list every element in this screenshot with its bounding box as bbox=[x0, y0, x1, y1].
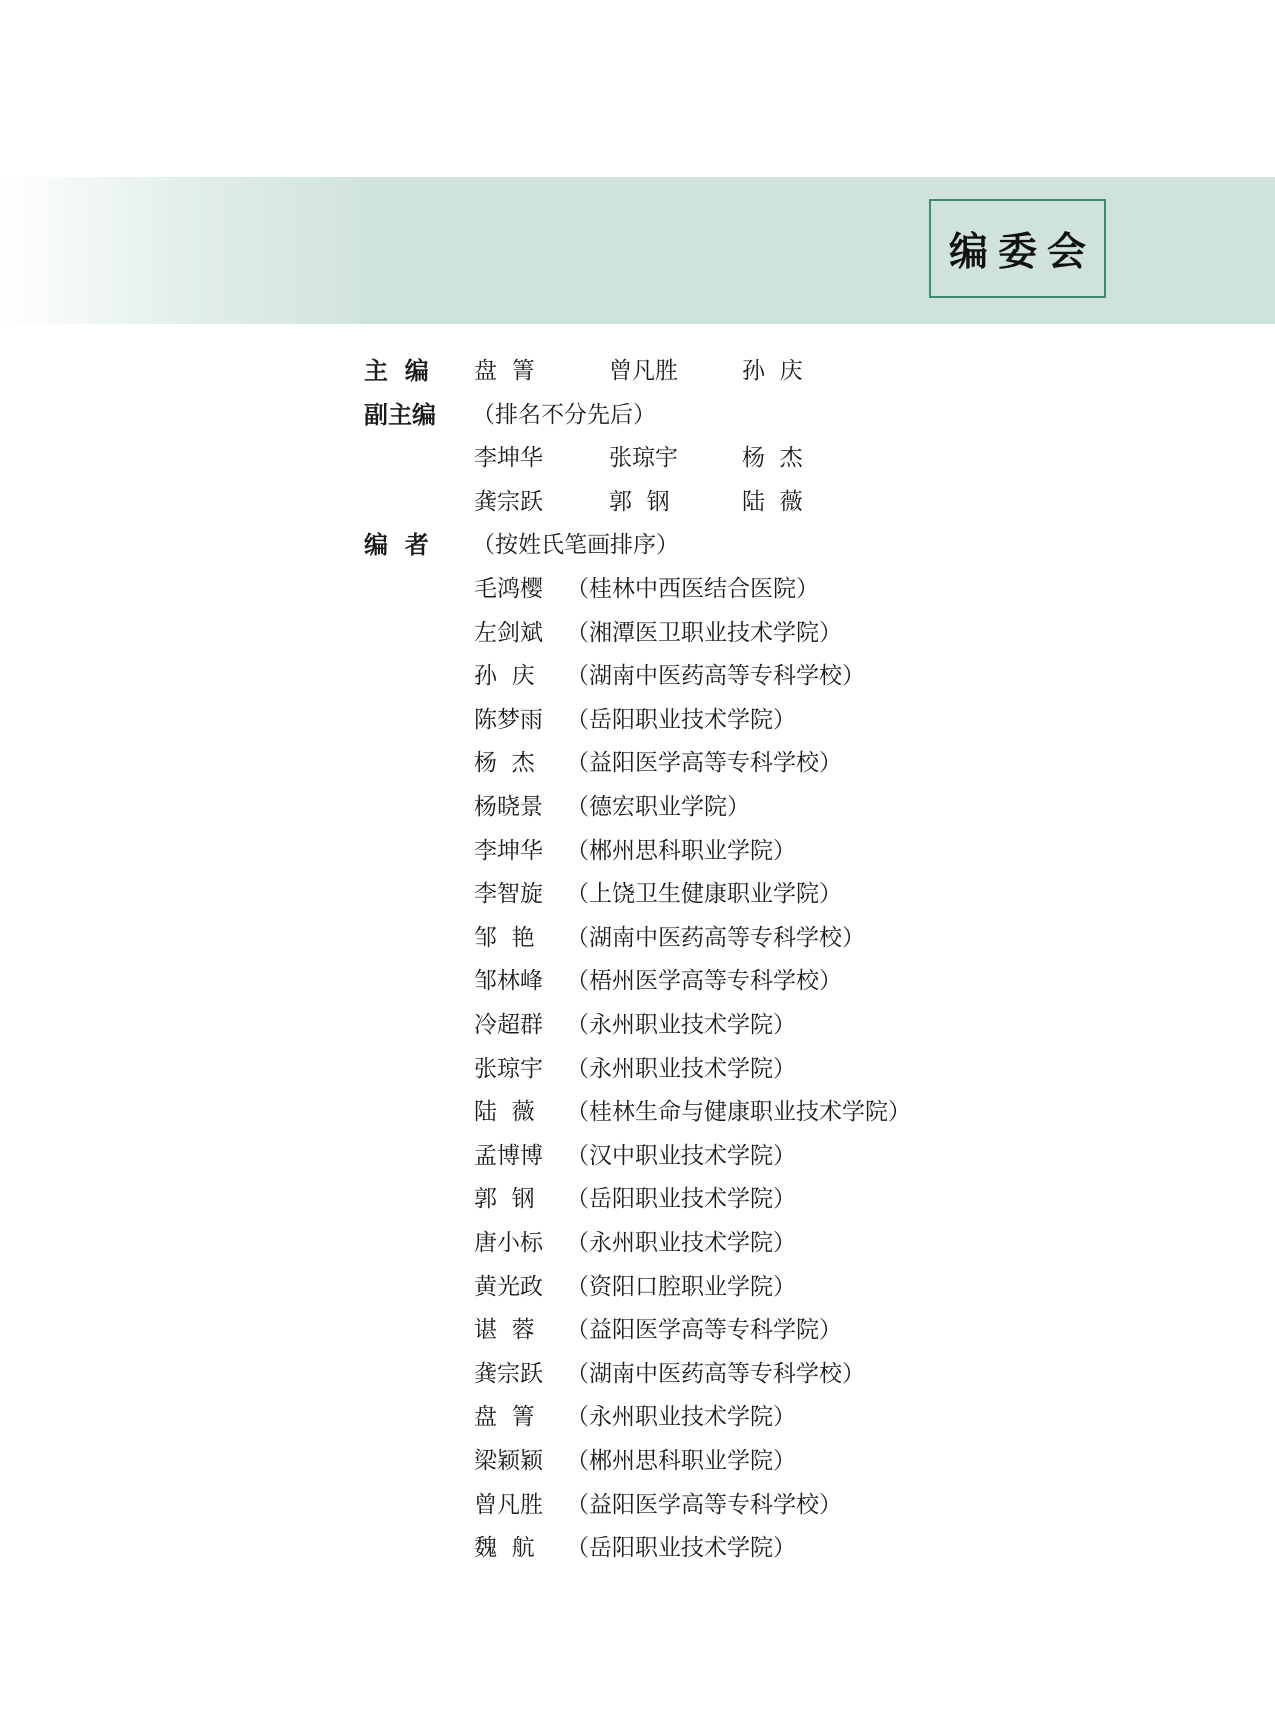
deputy-editor-name: 陆 薇 bbox=[742, 489, 803, 515]
editor-affiliation: （益阳医学高等专科学院） bbox=[566, 1317, 842, 1343]
editor-name: 杨 杰 bbox=[474, 750, 535, 776]
editor-name: 冷超群 bbox=[474, 1012, 543, 1038]
editor-affiliation: （郴州思科职业学院） bbox=[566, 838, 796, 864]
editor-affiliation: （永州职业技术学院） bbox=[566, 1056, 796, 1082]
editor-affiliation: （益阳医学高等专科学校） bbox=[566, 750, 842, 776]
chief-editor-name-3: 孙 庆 bbox=[742, 358, 803, 384]
deputy-editor-label: 副主编 bbox=[364, 401, 436, 429]
editor-affiliation: （郴州思科职业学院） bbox=[566, 1448, 796, 1474]
title-box bbox=[929, 199, 1106, 298]
editor-affiliation: （湘潭医卫职业技术学院） bbox=[566, 620, 842, 646]
editor-name: 唐小标 bbox=[474, 1230, 543, 1256]
editor-name: 黄光政 bbox=[474, 1274, 543, 1300]
editor-name: 邹 艳 bbox=[474, 925, 535, 951]
editor-affiliation: （梧州医学高等专科学校） bbox=[566, 968, 842, 994]
editor-affiliation: （湖南中医药高等专科学校） bbox=[566, 663, 865, 689]
page-title: 编委会 bbox=[948, 229, 1096, 275]
deputy-editor-name: 郭 钢 bbox=[609, 489, 670, 515]
deputy-editor-name: 龚宗跃 bbox=[474, 489, 543, 515]
editor-affiliation: （岳阳职业技术学院） bbox=[566, 1186, 796, 1212]
editor-affiliation: （桂林中西医结合医院） bbox=[566, 576, 819, 602]
editor-affiliation: （岳阳职业技术学院） bbox=[566, 1535, 796, 1561]
deputy-editor-note: （排名不分先后） bbox=[472, 402, 656, 428]
editor-name: 谌 蓉 bbox=[474, 1317, 535, 1343]
editor-name: 曾凡胜 bbox=[474, 1492, 543, 1518]
editors-note: （按姓氏笔画排序） bbox=[472, 532, 679, 558]
editor-name: 魏 航 bbox=[474, 1535, 535, 1561]
editor-name: 张琼宇 bbox=[474, 1056, 543, 1082]
editor-name: 陆 薇 bbox=[474, 1099, 535, 1125]
deputy-editor-name: 张琼宇 bbox=[609, 445, 678, 471]
editor-name: 龚宗跃 bbox=[474, 1361, 543, 1387]
editor-name: 邹林峰 bbox=[474, 968, 543, 994]
editor-affiliation: （汉中职业技术学院） bbox=[566, 1143, 796, 1169]
deputy-editor-name: 李坤华 bbox=[474, 445, 543, 471]
chief-editor-label: 主 编 bbox=[364, 357, 429, 385]
editor-affiliation: （岳阳职业技术学院） bbox=[566, 707, 796, 733]
editor-affiliation: （益阳医学高等专科学校） bbox=[566, 1492, 842, 1518]
editor-name: 李坤华 bbox=[474, 838, 543, 864]
editor-name: 梁颖颖 bbox=[474, 1448, 543, 1474]
editor-affiliation: （上饶卫生健康职业学院） bbox=[566, 881, 842, 907]
editor-name: 杨晓景 bbox=[474, 794, 543, 820]
editor-name: 孙 庆 bbox=[474, 663, 535, 689]
editor-affiliation: （资阳口腔职业学院） bbox=[566, 1274, 796, 1300]
deputy-editor-name: 杨 杰 bbox=[742, 445, 803, 471]
editor-affiliation: （桂林生命与健康职业技术学院） bbox=[566, 1099, 911, 1125]
editor-affiliation: （湖南中医药高等专科学校） bbox=[566, 925, 865, 951]
editor-name: 陈梦雨 bbox=[474, 707, 543, 733]
editor-name: 李智旋 bbox=[474, 881, 543, 907]
editor-name: 左剑斌 bbox=[474, 620, 543, 646]
editor-affiliation: （永州职业技术学院） bbox=[566, 1012, 796, 1038]
editor-name: 郭 钢 bbox=[474, 1186, 535, 1212]
chief-editor-name-2: 曾凡胜 bbox=[609, 358, 678, 384]
editor-affiliation: （永州职业技术学院） bbox=[566, 1230, 796, 1256]
editors-label: 编 者 bbox=[364, 531, 429, 559]
editor-affiliation: （德宏职业学院） bbox=[566, 794, 750, 820]
editor-affiliation: （湖南中医药高等专科学校） bbox=[566, 1361, 865, 1387]
chief-editor-name-1: 盘 箐 bbox=[474, 358, 535, 384]
editor-name: 孟博博 bbox=[474, 1143, 543, 1169]
editor-name: 毛鸿樱 bbox=[474, 576, 543, 602]
editor-name: 盘 箐 bbox=[474, 1404, 535, 1430]
editor-affiliation: （永州职业技术学院） bbox=[566, 1404, 796, 1430]
